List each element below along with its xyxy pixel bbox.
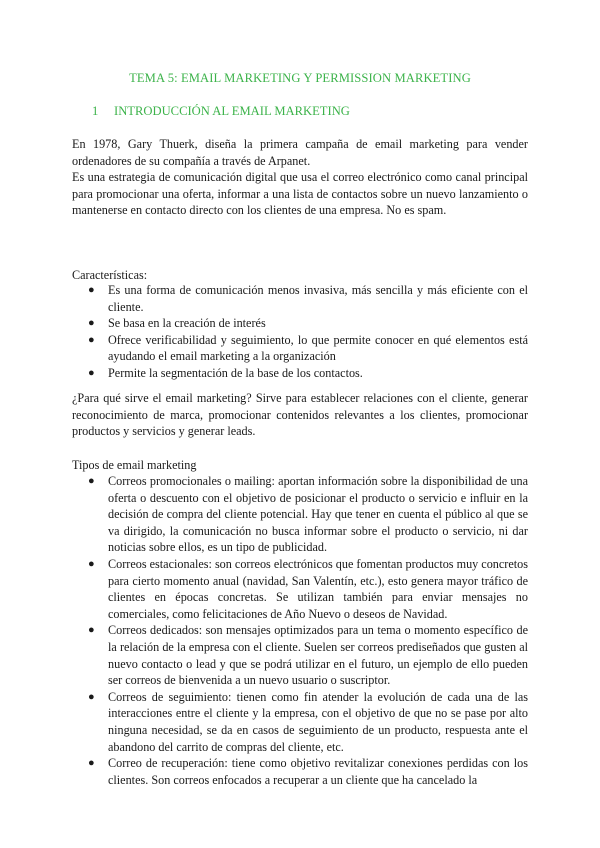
bullet-icon: ●: [88, 624, 95, 637]
list-item-text: Permite la segmentación de la base de los contactos.: [108, 365, 363, 380]
list-item-text: Correos de seguimiento: tienen como fin atender la evolución de cada una de las interacciones entre el cliente y la empresa, con el objetivo de que no se pase por alto ninguna necesidad, se da en casos de seguimiento de un producto, respuesta ante el abandono del carrito de compras del cliente, etc.: [108, 689, 528, 754]
list-item: [72, 622, 528, 688]
list-item-text: Se basa en la creación de interés: [108, 316, 266, 331]
list-item: [72, 689, 528, 755]
list-item-text: Ofrece verificabilidad y seguimiento, lo que permite conocer en qué elementos está ayudando el email marketing a la organización: [108, 332, 528, 364]
document-title: TEMA 5: EMAIL MARKETING Y PERMISSION MARKETING: [129, 71, 471, 85]
why-paragraph: ¿Para qué sirve el email marketing? Sirve para establecer relaciones con el cliente, generar reconocimiento de marca, promocionar contenidos relevantes a los clientes, promocionar productos y servicios y generar leads.: [72, 391, 528, 439]
bullet-icon: ●: [88, 475, 95, 487]
bullet-icon: ●: [88, 557, 95, 570]
section-title: INTRODUCCIÓN AL EMAIL MARKETING: [114, 104, 350, 118]
list-item-text: Correos promocionales o mailing: aportan información sobre la disponibilidad de una oferta o descuento con el objetivo de posicionar el producto o servicio e influir en la decisión de compra del cliente potencial. Hay que tener en cuenta el público al que se va dirigido, la comunicación no busca informar sobre el producto o servicio, ni dar noticias sobre ellos, es un tipo de publicidad.: [108, 474, 528, 555]
list-item: [72, 556, 528, 622]
characteristics-list: [72, 282, 528, 382]
list-item: [72, 473, 528, 556]
characteristics-label: Características:: [72, 268, 148, 282]
list-item: [72, 365, 528, 382]
intro-paragraph-2: Es una estrategia de comunicación digital que usa el correo electrónico como canal principal para promocionar una oferta, informar a una lista de contactos sobre un nuevo lanzamiento o mantenerse en contacto directo con los clientes de una empresa. No es spam.: [72, 170, 528, 218]
intro-text: [72, 136, 528, 219]
list-item: [72, 282, 528, 315]
intro-paragraph-1: En 1978, Gary Thuerk, diseña la primera campaña de email marketing para vender ordenadores de su compañía a través de Arpanet.: [72, 137, 528, 168]
bullet-icon: ●: [88, 284, 95, 296]
bullet-icon: ●: [88, 317, 95, 330]
list-item: [72, 315, 528, 332]
section-heading: [92, 103, 350, 120]
list-item: [72, 755, 528, 788]
types-list: [72, 473, 528, 788]
bullet-icon: ●: [88, 333, 95, 346]
section-number: 1: [92, 104, 99, 118]
bullet-icon: ●: [88, 757, 95, 770]
types-label: Tipos de email marketing: [72, 458, 197, 472]
list-item-text: Correos dedicados: son mensajes optimizados para un tema o momento específico de la relación de la empresa con el cliente. Suelen ser correos prediseñados que gusten al nuevo contacto o lead y que se podrá utilizar en el futuro, un ejemplo de ello pueden ser correos de bienvenida a un nuevo usuario o suscriptor.: [108, 623, 528, 688]
list-item: [72, 332, 528, 365]
list-item-text: Correos estacionales: son correos electrónicos que fomentan productos muy concretos para cierto momento anual (navidad, San Valentín, etc.), esto genera mayor tráfico de clientes en épocas concretas. Se utilizan también para enviar mensajes no comerciales, como felicitaciones de Año Nuevo o deseos de Navidad.: [108, 556, 528, 621]
list-item-text: Es una forma de comunicación menos invasiva, más sencilla y más eficiente con el cliente.: [108, 283, 528, 314]
bullet-icon: ●: [88, 690, 95, 703]
list-item-text: Correo de recuperación: tiene como objetivo revitalizar conexiones perdidas con los clientes. Son correos enfocados a recuperar a un cliente que ha cancelado la: [108, 756, 528, 787]
bullet-icon: ●: [88, 366, 95, 379]
